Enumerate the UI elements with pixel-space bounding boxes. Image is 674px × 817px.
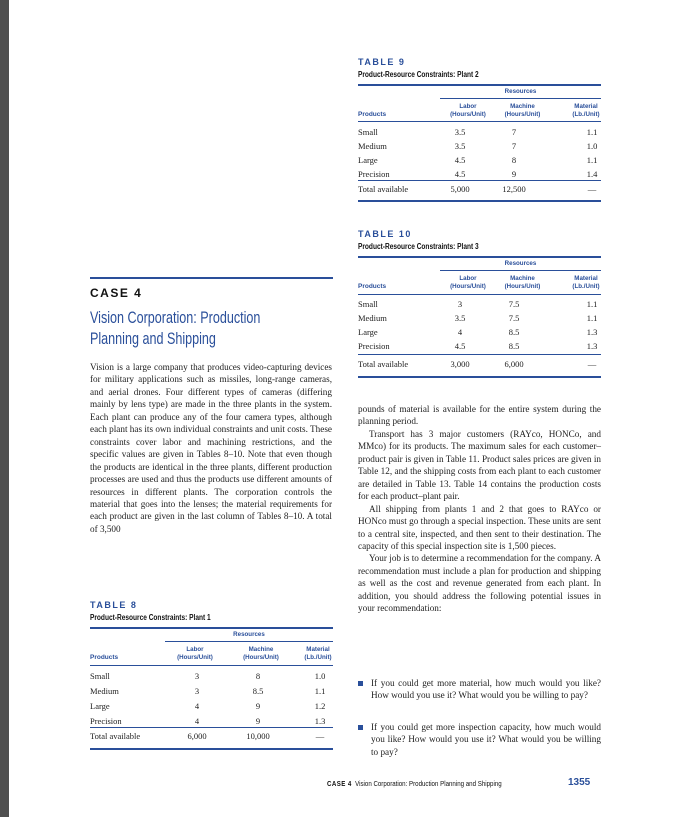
table-row: Medium 3 8.5 1.1 — [90, 686, 326, 696]
table-top-rule — [358, 84, 601, 86]
table-row: Large 4 8.5 1.3 — [358, 327, 598, 337]
table-caption: Product-Resource Constraints: Plant 1 — [90, 613, 211, 622]
machine-header: Machine (Hours/Unit) — [504, 275, 541, 290]
table-label: TABLE 9 — [358, 57, 406, 67]
resources-header: Resources — [504, 260, 537, 267]
resources-header: Resources — [504, 88, 537, 95]
resources-rule — [440, 98, 601, 99]
table-row: Small 3 7.5 1.1 — [358, 299, 598, 309]
table-row: Medium 3.5 7 1.0 — [358, 141, 598, 151]
total-rule — [358, 180, 601, 181]
total-row: Total available 5,000 12,500 — — [358, 184, 597, 194]
resources-rule — [440, 270, 601, 271]
total-rule — [358, 354, 601, 355]
body-text-right — [358, 403, 601, 615]
total-row: Total available 3,000 6,000 — — [358, 359, 597, 369]
material-header: Material (Lb./Unit) — [572, 275, 600, 290]
machine-header: Machine (Hours/Unit) — [504, 103, 541, 118]
table-caption: Product-Resource Constraints: Plant 3 — [358, 242, 479, 251]
table-body — [358, 127, 601, 183]
table-row: Large 4.5 8 1.1 — [358, 155, 598, 165]
table-label: TABLE 8 — [90, 600, 138, 610]
total-rule — [90, 727, 333, 728]
labor-header: Labor (Hours/Unit) — [450, 275, 486, 290]
table-top-rule — [358, 256, 601, 258]
table-top-rule — [90, 627, 333, 629]
products-header: Products — [358, 283, 387, 290]
case-title: Vision Corporation: Production Planning and Shipping — [90, 308, 261, 348]
labor-header: Labor (Hours/Unit) — [450, 103, 486, 118]
table-body — [90, 671, 333, 731]
resources-header: Resources — [233, 631, 265, 638]
header-rule — [90, 665, 333, 666]
products-header: Products — [90, 654, 119, 661]
bullet-item: If you could get more inspection capacity, how much would you like? How would you use it? What would you be willing to pay? — [371, 722, 601, 757]
table-caption: Product-Resource Constraints: Plant 2 — [358, 70, 479, 79]
table-bottom-rule — [358, 376, 601, 378]
page-edge-bar — [0, 0, 9, 817]
material-header: Material (Lb./Unit) — [304, 646, 332, 661]
paragraph: pounds of material is available for the entire system during the planning period. — [358, 404, 601, 427]
bullet-marker — [358, 681, 363, 686]
case-top-rule — [90, 277, 333, 279]
table-label: TABLE 10 — [358, 229, 412, 239]
header-rule — [358, 121, 601, 122]
intro-paragraph: Vision is a large company that produces video-capturing devices for military applications such as missiles, long-range cameras, and aerial drones. Four different types of cameras (differing mainly by lens type) are made in the three plants in the system. Each plant can produce any of the four camera types, although each plant has its own individual constraints and unit costs. These constraints cover labor and machining restrictions, and the specific values are given in Tables 8–10. Note that even though the products are identical in the three plants, different production processes are used and thus the products use different amounts of resources in different plants. The corporation controls the material that goes into the lenses; the material requirements for each product are given in the last column of Tables 8–10. A total of 3,500 — [90, 362, 332, 534]
header-rule — [358, 294, 601, 295]
paragraph: All shipping from plants 1 and 2 that goes to RAYco or HONco must go through a special inspection. These units are sent to a central site, inspected, and then sent to their destination. The capacity of this special inspection site is 1,500 pieces. — [358, 503, 601, 551]
table-row: Precision 4.5 8.5 1.3 — [358, 341, 598, 351]
table-row: Medium 3.5 7.5 1.1 — [358, 313, 598, 323]
table-row: Small 3 8 1.0 — [90, 671, 326, 681]
table-row: Precision 4.5 9 1.4 — [358, 169, 598, 179]
table-row: Small 3.5 7 1.1 — [358, 127, 598, 137]
resources-rule — [165, 641, 333, 642]
table-row: Large 4 9 1.2 — [90, 701, 326, 711]
table-row: Precision 4 9 1.3 — [90, 716, 326, 726]
total-row: Total available 6,000 10,000 — — [90, 731, 325, 741]
table-bottom-rule — [358, 200, 601, 202]
paragraph: Your job is to determine a recommendation for the company. A recommendation must include a plan for production and shipping as well as the cost and revenue generated from each plant. In addition, you should address the following potential issues in your recommendation: — [358, 553, 601, 614]
paragraph: Transport has 3 major customers (RAYco, HONCo, and MMco) for its products. The maximum sales for each customer–product pair is given in Table 11. Product sales prices are given in Table 12, and the shipping costs from each plant to each customer are detailed in Table 13. Table 14 contains the production costs for each product–plant pair. — [358, 428, 601, 502]
table-body — [358, 299, 601, 355]
labor-header: Labor (Hours/Unit) — [177, 646, 213, 661]
products-header: Products — [358, 111, 387, 118]
running-footer: CASE 4 Vision Corporation: Production Planning and Shipping — [327, 779, 502, 788]
table-bottom-rule — [90, 748, 333, 750]
case-label: CASE 4 — [90, 286, 143, 300]
page-number: 1355 — [568, 777, 591, 788]
bullet-marker — [358, 725, 363, 730]
bullet-item: If you could get more material, how much would you like? How would you use it? What would you be willing to pay? — [371, 678, 601, 701]
material-header: Material (Lb./Unit) — [572, 103, 600, 118]
machine-header: Machine (Hours/Unit) — [243, 646, 279, 661]
